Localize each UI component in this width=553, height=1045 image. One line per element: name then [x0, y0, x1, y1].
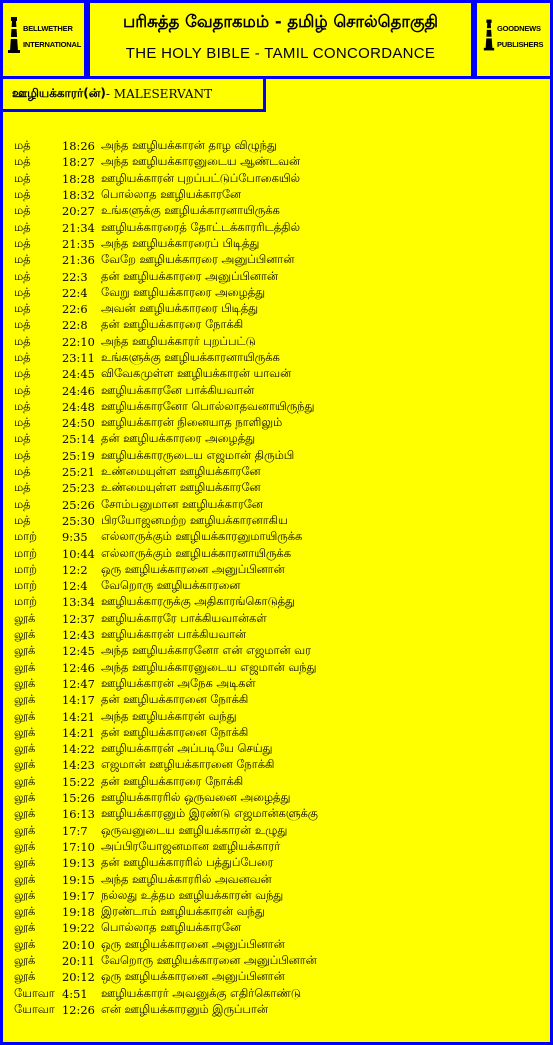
list-item — [14, 203, 544, 219]
entry-book: மத் — [14, 512, 31, 527]
entry-text: எல்லாருக்கும் ஊழியக்காரனுமாயிருக்க — [101, 529, 303, 544]
entry-book: லூக் — [14, 952, 36, 967]
entry-text: தன் ஊழியக்காரரை அழைத்து — [101, 431, 255, 446]
entry-reference: 24:50 — [62, 416, 95, 431]
list-item — [14, 138, 544, 154]
list-item — [14, 366, 544, 382]
entry-text: ஊழியக்காரனும் இரண்டு எஜமான்களுக்கு — [101, 806, 318, 821]
entry-reference: 19:18 — [62, 905, 95, 920]
entry-text: ஊழியக்காரன் புறப்பட்டுப்போகையில் — [101, 170, 301, 185]
entry-reference: 19:13 — [62, 856, 95, 871]
entry-book: மத் — [14, 366, 31, 381]
entry-reference: 25:21 — [62, 465, 95, 480]
entry-text: ஊழியக்காரன் பாக்கியவான் — [101, 627, 247, 642]
entry-text: வேறொரு ஊழியக்காரனை அனுப்பினான் — [101, 952, 317, 967]
list-item — [14, 708, 544, 724]
entry-reference: 14:17 — [62, 693, 95, 708]
entry-text: பொல்லாத ஊழியக்காரனே — [101, 187, 242, 202]
entry-book: லூக் — [14, 887, 36, 902]
entry-reference: 9:35 — [62, 530, 88, 545]
list-item — [14, 171, 544, 187]
entry-text: பொல்லாத ஊழியக்காரனே — [101, 920, 242, 935]
entry-text: உண்மையுள்ள ஊழியக்காரனே — [101, 464, 261, 479]
entry-reference: 22:3 — [62, 269, 88, 284]
entry-reference: 18:26 — [62, 139, 95, 154]
list-item — [14, 643, 544, 659]
entry-book: லூக் — [14, 969, 36, 984]
list-item — [14, 790, 544, 806]
lighthouse-icon — [7, 17, 21, 57]
entry-text: எஜமான் ஊழியக்காரனை நோக்கி — [101, 757, 275, 772]
entry-book: மத் — [14, 252, 31, 267]
entry-reference: 14:21 — [62, 725, 95, 740]
entry-text: எல்லாருக்கும் ஊழியக்காரனாயிருக்க — [101, 545, 291, 560]
entry-text: தன் ஊழியக்காரரில் பத்துப்பேரை — [101, 855, 274, 870]
list-item — [14, 187, 544, 203]
list-item — [14, 219, 544, 235]
list-item — [14, 317, 544, 333]
entry-text: அந்த ஊழியக்காரன் தாழ விழுந்து — [101, 138, 277, 153]
entry-reference: 18:32 — [62, 188, 95, 203]
entry-reference: 23:11 — [62, 351, 95, 365]
entry-book: லூக் — [14, 659, 36, 674]
entry-book: மத் — [14, 431, 31, 446]
entry-reference: 12:2 — [62, 562, 88, 577]
entry-book: மத் — [14, 284, 31, 299]
entry-reference: 10:44 — [62, 546, 95, 561]
entry-reference: 25:14 — [62, 432, 95, 447]
entry-book: லூக் — [14, 871, 36, 886]
list-item — [14, 660, 544, 676]
title-box — [87, 0, 474, 79]
list-item — [14, 382, 544, 398]
list-item — [14, 301, 544, 317]
entry-text: வேறொரு ஊழியக்காரனை — [101, 578, 241, 593]
entry-text: தன் ஊழியக்காரரை நோக்கி — [101, 773, 244, 788]
entry-book: யோவா — [14, 1001, 55, 1016]
lighthouse-icon — [483, 17, 495, 57]
entry-book: மத் — [14, 333, 31, 348]
entry-reference: 25:19 — [62, 448, 95, 463]
publisher-logo-left — [0, 0, 87, 79]
entry-reference: 14:21 — [62, 709, 95, 724]
entry-reference: 14:22 — [62, 742, 95, 757]
list-item — [14, 529, 544, 545]
list-item — [14, 268, 544, 284]
entry-text: ஊழியக்காரருக்கு அதிகாரங்கொடுத்து — [101, 594, 295, 609]
entry-reference: 22:10 — [62, 334, 95, 349]
entry-text: அந்த ஊழியக்காரன் வந்து — [101, 708, 237, 723]
entry-text: ஊழியக்காரருடைய எஜமான் திரும்பி — [101, 447, 295, 462]
entry-reference: 12:45 — [62, 644, 95, 659]
entry-text: வேறே ஊழியக்காரரை அனுப்பினான் — [101, 252, 295, 267]
entry-text: ஊழியக்காரரில் ஒருவனை அழைத்து — [101, 790, 291, 805]
entry-book: லூக் — [14, 708, 36, 723]
list-item — [14, 676, 544, 692]
list-item — [14, 757, 544, 773]
entry-book: மத் — [14, 235, 31, 250]
entry-reference: 25:26 — [62, 497, 95, 512]
entry-reference: 24:46 — [62, 383, 95, 398]
entry-reference: 21:35 — [62, 236, 95, 251]
entry-text: அந்த ஊழியக்காரனுடைய எஜமான் வந்து — [101, 659, 317, 674]
entry-book: லூக் — [14, 790, 36, 805]
entry-book: யோவா — [14, 985, 55, 1000]
entry-text: உங்களுக்கு ஊழியக்காரனாயிருக்க — [101, 203, 280, 218]
subject-tamil: ஊழியக்காரர்(ன்) — [12, 86, 106, 100]
list-item — [14, 1002, 544, 1018]
list-item — [14, 969, 544, 985]
entry-text: ஒருவனுடைய ஊழியக்காரன் உழுது — [101, 822, 288, 837]
entry-book: மத் — [14, 154, 31, 169]
list-item — [14, 627, 544, 643]
list-item — [14, 920, 544, 936]
concordance-list — [14, 138, 544, 1018]
logo-text-left: BELLWETHER INTERNATIONAL — [23, 24, 82, 49]
entry-book: லூக் — [14, 741, 36, 756]
entry-book: மத் — [14, 138, 31, 153]
entry-text: சோம்பனுமான ஊழியக்காரனே — [101, 496, 263, 511]
entry-reference: 22:4 — [62, 285, 88, 300]
entry-book: லூக் — [14, 757, 36, 772]
entry-reference: 12:37 — [62, 611, 95, 626]
entry-text: இரண்டாம் ஊழியக்காரன் வந்து — [101, 904, 265, 919]
list-item — [14, 839, 544, 855]
list-item — [14, 855, 544, 871]
entry-book: மத் — [14, 268, 31, 283]
list-item — [14, 774, 544, 790]
list-item — [14, 822, 544, 838]
entry-reference: 20:10 — [62, 937, 95, 952]
entry-book: லூக் — [14, 773, 36, 788]
entry-book: லூக் — [14, 643, 36, 658]
entry-book: லூக் — [14, 822, 36, 837]
list-item — [14, 806, 544, 822]
list-item — [14, 154, 544, 170]
list-item — [14, 285, 544, 301]
entry-book: லூக் — [14, 627, 36, 642]
entry-reference: 19:22 — [62, 921, 95, 936]
entry-book: மாற் — [14, 529, 37, 544]
list-item — [14, 562, 544, 578]
entry-reference: 17:10 — [62, 839, 95, 854]
entry-book: மத் — [14, 350, 31, 364]
entry-reference: 15:22 — [62, 774, 95, 789]
entry-text: தன் ஊழியக்காரனை நோக்கி — [101, 692, 249, 707]
list-item — [14, 334, 544, 350]
subject-heading — [0, 76, 266, 112]
entry-reference: 20:27 — [62, 204, 95, 219]
list-item — [14, 953, 544, 969]
entry-book: லூக் — [14, 692, 36, 707]
list-item — [14, 431, 544, 447]
entry-text: அவன் ஊழியக்காரரை பிடித்து — [101, 301, 258, 316]
list-item — [14, 985, 544, 1001]
entry-book: மாற் — [14, 594, 37, 609]
list-item — [14, 497, 544, 513]
entry-reference: 12:4 — [62, 579, 88, 594]
entry-text: உங்களுக்கு ஊழியக்காரனாயிருக்க — [101, 350, 280, 364]
entry-book: மத் — [14, 415, 31, 430]
entry-book: மத் — [14, 447, 31, 462]
entry-reference: 25:23 — [62, 481, 95, 496]
entry-reference: 20:11 — [62, 953, 95, 968]
entry-book: லூக் — [14, 920, 36, 935]
entry-book: லூக் — [14, 610, 36, 625]
entry-book: லூக் — [14, 904, 36, 919]
entry-reference: 4:51 — [62, 986, 88, 1001]
entry-book: மாற் — [14, 545, 37, 560]
entry-book: மத் — [14, 480, 31, 495]
entry-text: ஒரு ஊழியக்காரனை அனுப்பினான் — [101, 969, 285, 984]
entry-text: என் ஊழியக்காரனும் இருப்பான் — [101, 1001, 268, 1016]
entry-reference: 24:48 — [62, 399, 95, 414]
list-item — [14, 888, 544, 904]
entry-reference: 14:23 — [62, 758, 95, 773]
entry-book: மாற் — [14, 578, 37, 593]
entry-text: ஊழியக்காரரே பாக்கியவான்கள் — [101, 610, 267, 625]
entry-text: ஒரு ஊழியக்காரனை அனுப்பினான் — [101, 936, 285, 951]
list-item — [14, 725, 544, 741]
entry-book: மத் — [14, 187, 31, 202]
list-item — [14, 415, 544, 431]
entry-book: லூக் — [14, 855, 36, 870]
list-item — [14, 904, 544, 920]
list-item — [14, 937, 544, 953]
publisher-logo-right — [474, 0, 553, 79]
entry-text: தன் ஊழியக்காரரை அனுப்பினான் — [101, 268, 278, 283]
entry-text: அப்பிரயோஜனமான ஊழியக்காரர் — [101, 838, 281, 853]
entry-text: ஊழியக்காரரைத் தோட்டக்காரரிடத்தில் — [101, 219, 300, 234]
entry-text: ஊழியக்காரன் அப்படியே செய்து — [101, 741, 273, 756]
entry-book: மத் — [14, 203, 31, 218]
entry-book: மத் — [14, 382, 31, 397]
list-item — [14, 480, 544, 496]
list-item — [14, 692, 544, 708]
entry-reference: 19:17 — [62, 888, 95, 903]
list-item — [14, 611, 544, 627]
entry-text: ஊழியக்காரனே பாக்கியவான் — [101, 382, 255, 397]
list-item — [14, 236, 544, 252]
list-item — [14, 350, 544, 366]
entry-text: ஒரு ஊழியக்காரனை அனுப்பினான் — [101, 561, 285, 576]
entry-text: ஊழியக்காரன் நினையாத நாளிலும் — [101, 415, 283, 430]
entry-reference: 13:34 — [62, 595, 95, 610]
list-item — [14, 741, 544, 757]
entry-book: மத் — [14, 170, 31, 185]
list-item — [14, 594, 544, 610]
entry-text: வேறு ஊழியக்காரரை அழைத்து — [101, 284, 266, 299]
entry-book: மத் — [14, 398, 31, 413]
entry-reference: 21:36 — [62, 253, 95, 268]
entry-book: மத் — [14, 219, 31, 234]
entry-text: அந்த ஊழியக்காரரில் அவனவன் — [101, 871, 272, 886]
entry-reference: 19:15 — [62, 872, 95, 887]
entry-book: மத் — [14, 496, 31, 511]
entry-reference: 12:47 — [62, 676, 95, 691]
entry-reference: 15:26 — [62, 791, 95, 806]
entry-text: ஊழியக்காரர் அவனுக்கு எதிர்கொண்டு — [101, 985, 301, 1000]
list-item — [14, 513, 544, 529]
list-item — [14, 448, 544, 464]
entry-reference: 12:26 — [62, 1002, 95, 1017]
entry-text: ஊழியக்காரனோ பொல்லாதவனாயிருந்து — [101, 398, 315, 413]
entry-book: லூக் — [14, 675, 36, 690]
entry-text: தன் ஊழியக்காரரை நோக்கி — [101, 317, 244, 332]
entry-text: உண்மையுள்ள ஊழியக்காரனே — [101, 480, 261, 495]
subject-english: - MALESERVANT — [105, 87, 213, 101]
entry-book: மத் — [14, 317, 31, 332]
entry-text: நல்லது உத்தம ஊழியக்காரன் வந்து — [101, 887, 284, 902]
entry-book: மத் — [14, 464, 31, 479]
entry-book: லூக் — [14, 806, 36, 821]
entry-book: மாற் — [14, 561, 37, 576]
entry-book: லூக் — [14, 838, 36, 853]
entry-text: ஊழியக்காரன் அநேக அடிகள் — [101, 675, 256, 690]
entry-text: தன் ஊழியக்காரனை நோக்கி — [101, 724, 249, 739]
entry-book: லூக் — [14, 724, 36, 739]
logo-text-right: GOODNEWS PUBLISHERS — [497, 24, 544, 49]
entry-reference: 25:30 — [62, 513, 95, 528]
list-item — [14, 464, 544, 480]
entry-reference: 24:45 — [62, 367, 95, 382]
entry-text: பிரயோஜனமற்ற ஊழியக்காரனாகிய — [101, 512, 288, 527]
entry-reference: 17:7 — [62, 823, 88, 838]
title-tamil: பரிசுத்த வேதாகமம் - தமிழ் சொல்தொகுதி — [122, 12, 439, 31]
list-item — [14, 399, 544, 415]
entry-reference: 22:8 — [62, 318, 88, 333]
entry-text: அந்த ஊழியக்காரனுடைய ஆண்டவன் — [101, 154, 301, 169]
entry-book: மத் — [14, 301, 31, 316]
entry-text: அந்த ஊழியக்காரர் புறப்பட்டு — [101, 333, 256, 348]
entry-reference: 21:34 — [62, 220, 95, 235]
list-item — [14, 545, 544, 561]
entry-reference: 16:13 — [62, 807, 95, 822]
entry-text: விவேகமுள்ள ஊழியக்காரன் யாவன் — [101, 366, 292, 381]
entry-reference: 18:27 — [62, 155, 95, 170]
entry-reference: 22:6 — [62, 302, 88, 317]
entry-reference: 20:12 — [62, 970, 95, 985]
entry-reference: 18:28 — [62, 171, 95, 186]
title-english: THE HOLY BIBLE - TAMIL CONCORDANCE — [125, 45, 436, 62]
entry-reference: 12:43 — [62, 628, 95, 643]
entry-reference: 12:46 — [62, 660, 95, 675]
list-item — [14, 252, 544, 268]
list-item — [14, 578, 544, 594]
list-item — [14, 871, 544, 887]
entry-book: லூக் — [14, 936, 36, 951]
entry-text: அந்த ஊழியக்காரரைப் பிடித்து — [101, 235, 260, 250]
entry-text: அந்த ஊழியக்காரனோ என் எஜமான் வர — [101, 643, 311, 658]
